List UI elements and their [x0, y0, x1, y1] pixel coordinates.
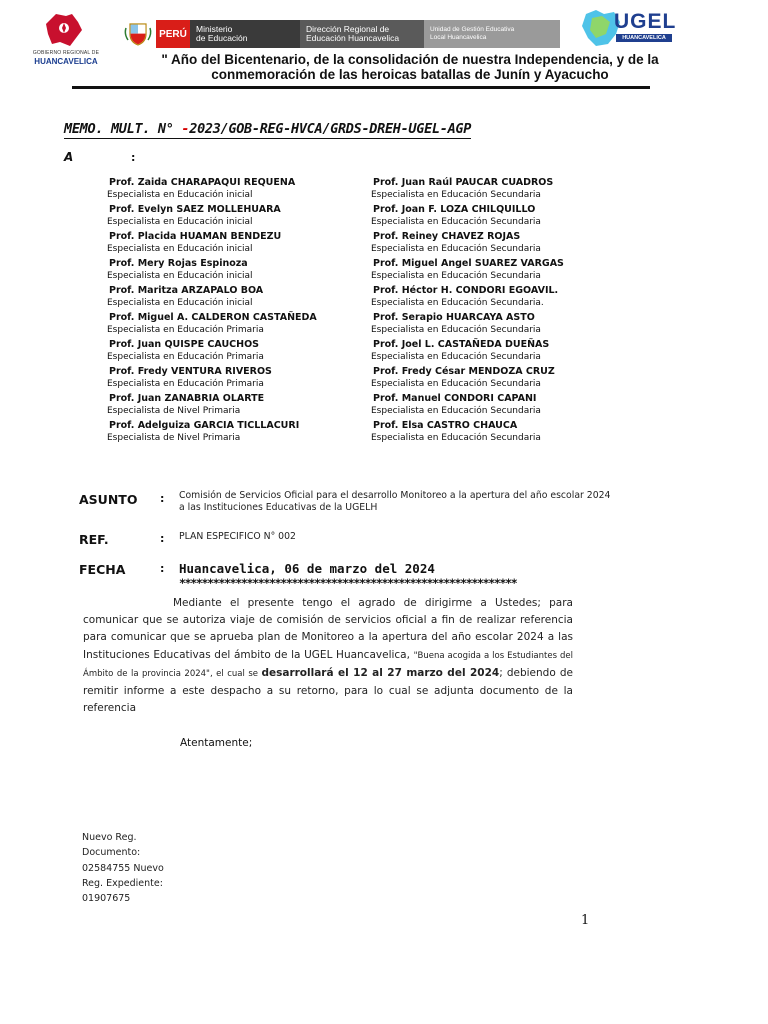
recipient-entry	[107, 230, 367, 257]
ministerio-segment	[190, 20, 300, 48]
year-slogan	[150, 52, 670, 82]
body-dates: desarrollará el 12 al 27 marzo del 2024	[261, 666, 500, 679]
recipient-role: Especialista en Educación inicial	[107, 271, 253, 281]
stars-separator: ************************************************************	[179, 576, 517, 590]
recipient-name: Prof. Mery Rojas Espinoza	[109, 258, 248, 269]
recipient-name: Prof. Manuel CONDORI CAPANI	[373, 393, 537, 404]
ref-label: REF.	[79, 532, 109, 547]
closing-text: Atentamente;	[180, 737, 253, 749]
body-main: Mediante el presente tengo el agrado de dirigirme a Ustedes; para comunicar que se autoriza viaje de comisión de servicios oficial a fin de realizar referencia para comunicar que se aprueba plan de Monitoreo a la apertura del año escolar 2024 a las Instituciones Educativas del ámbito de la UGEL Huancavelica,	[83, 597, 573, 661]
peru-shield-icon	[120, 20, 156, 48]
to-label: A	[64, 150, 74, 164]
recipient-role: Especialista en Educación Primaria	[107, 352, 264, 362]
page-number: 1	[581, 913, 590, 928]
recipient-name: Prof. Elsa CASTRO CHAUCA	[373, 420, 518, 431]
fecha-colon: :	[160, 562, 165, 575]
recipient-role: Especialista de Nivel Primaria	[107, 433, 241, 443]
body-end: ; debiendo de remitir informe a este despacho a su retorno, para lo cual se adjunta documento de la referencia	[83, 666, 574, 715]
recipient-role: Especialista en Educación Secundaria.	[371, 298, 544, 308]
registry-info	[82, 830, 164, 906]
recipient-role: Especialista en Educación inicial	[107, 298, 253, 308]
recipient-entry	[107, 392, 367, 419]
recipient-entry	[371, 203, 631, 230]
recipient-role: Especialista en Educación Primaria	[107, 325, 264, 335]
recipients-right-column	[371, 176, 631, 446]
recipient-role: Especialista en Educación Secundaria	[371, 325, 541, 335]
recipient-entry	[107, 284, 367, 311]
memo-body	[83, 595, 573, 717]
seg1-line2: de Educación	[196, 33, 248, 43]
recipient-entry	[371, 419, 631, 446]
registry-line3: 02584755 Nuevo	[82, 862, 164, 874]
ugel-segment	[424, 20, 560, 48]
memo-code: 2023/GOB-REG-HVCA/GRDS-DREH-UGEL-AGP	[189, 121, 472, 137]
memo-prefix: MEMO. MULT. N°	[64, 121, 174, 137]
recipient-role: Especialista en Educación Secundaria	[371, 217, 541, 227]
recipient-name: Prof. Héctor H. CONDORI EGOAVIL.	[373, 285, 559, 296]
asunto-line1: Comisión de Servicios Oficial para el desarrollo Monitoreo a la apertura del año escolar 2024	[179, 490, 611, 501]
recipient-name: Prof. Reiney CHAVEZ ROJAS	[373, 231, 521, 242]
recipient-role: Especialista en Educación inicial	[107, 217, 253, 227]
ref-value: PLAN ESPECIFICO N° 002	[179, 531, 296, 542]
recipient-name: Prof. Miguel Angel SUAREZ VARGAS	[373, 258, 564, 269]
registry-line5: 01907675	[82, 893, 131, 905]
recipient-name: Prof. Zaida CHARAPAQUI REQUENA	[109, 177, 296, 188]
registry-line2: Documento:	[82, 847, 141, 859]
recipient-name: Prof. Serapio HUARCAYA ASTO	[373, 312, 535, 323]
fecha-value: Huancavelica, 06 de marzo del 2024	[179, 561, 435, 576]
asunto-value	[179, 490, 639, 514]
minedu-header-bar	[120, 20, 566, 48]
recipient-entry	[371, 176, 631, 203]
recipient-role: Especialista en Educación Secundaria	[371, 190, 541, 200]
recipient-role: Especialista en Educación Secundaria	[371, 379, 541, 389]
recipient-entry	[371, 392, 631, 419]
logo-top-text: GOBIERNO REGIONAL DE	[32, 50, 100, 56]
memo-title	[64, 121, 471, 137]
registry-line1: Nuevo Reg.	[82, 832, 137, 843]
year-slogan-line1: " Año del Bicentenario, de la consolidación de nuestra Independencia, y de la	[161, 52, 659, 67]
recipient-name: Prof. Placida HUAMAN BENDEZU	[109, 231, 282, 242]
seg1-line1: Ministerio	[196, 24, 233, 34]
recipient-entry	[107, 203, 367, 230]
logo-bottom-text: HUANCAVELICA	[34, 57, 98, 66]
recipient-entry	[107, 338, 367, 365]
recipient-entry	[371, 257, 631, 284]
recipient-name: Prof. Juan ZANABRIA OLARTE	[109, 393, 265, 404]
recipient-entry	[107, 419, 367, 446]
direccion-regional-segment	[300, 20, 424, 48]
body-quote: "Buena acogida a los Estudiantes del Ámbito de la provincia 2024"	[83, 650, 573, 679]
recipient-role: Especialista en Educación Secundaria	[371, 433, 541, 443]
recipient-role: Especialista en Educación Secundaria	[371, 271, 541, 281]
recipient-name: Prof. Evelyn SAEZ MOLLEHUARA	[109, 204, 281, 215]
peru-label: PERÚ	[156, 20, 190, 48]
memo-dash: -	[173, 121, 190, 137]
ugel-text: UGEL	[614, 10, 677, 33]
recipient-entry	[371, 338, 631, 365]
recipient-name: Prof. Joan F. LOZA CHILQUILLO	[373, 204, 536, 215]
ugel-subtitle: HUANCAVELICA	[616, 34, 672, 42]
registry-line4: Reg. Expediente:	[82, 877, 163, 889]
seg3-line1: Unidad de Gestión Educativa	[430, 26, 515, 33]
ref-colon: :	[160, 532, 165, 545]
recipient-name: Prof. Maritza ARZAPALO BOA	[109, 285, 264, 296]
gobierno-regional-logo	[24, 10, 108, 66]
recipient-role: Especialista de Nivel Primaria	[107, 406, 241, 416]
to-colon: :	[131, 151, 136, 164]
asunto-colon: :	[160, 492, 165, 505]
recipient-role: Especialista en Educación Secundaria	[371, 244, 541, 254]
ugel-logo	[580, 8, 677, 48]
fecha-label: FECHA	[79, 562, 126, 577]
recipient-name: Prof. Juan QUISPE CAUCHOS	[109, 339, 259, 350]
recipient-entry	[107, 365, 367, 392]
year-slogan-line2: conmemoración de las heroicas batallas de Junín y Ayacucho	[211, 67, 609, 82]
recipient-name: Prof. Miguel A. CALDERON CASTAÑEDA	[109, 312, 317, 323]
recipient-entry	[107, 311, 367, 338]
recipient-role: Especialista en Educación inicial	[107, 244, 253, 254]
huancavelica-map-icon	[44, 12, 84, 48]
recipient-role: Especialista en Educación Secundaria	[371, 406, 541, 416]
recipient-entry	[371, 365, 631, 392]
recipient-name: Prof. Joel L. CASTAÑEDA DUEÑAS	[373, 339, 550, 350]
seg2-line2: Educación Huancavelica	[306, 33, 400, 43]
recipient-name: Prof. Juan Raúl PAUCAR CUADROS	[373, 177, 554, 188]
seg2-line1: Dirección Regional de	[306, 24, 390, 34]
recipient-role: Especialista en Educación inicial	[107, 190, 253, 200]
recipient-entry	[371, 230, 631, 257]
recipient-entry	[371, 311, 631, 338]
body-mid: , el cual se	[209, 668, 262, 679]
asunto-label: ASUNTO	[79, 492, 138, 507]
seg3-line2: Local Huancavelica	[430, 34, 487, 41]
recipient-name: Prof. Fredy VENTURA RIVEROS	[109, 366, 272, 377]
recipient-entry	[371, 284, 631, 311]
recipient-name: Prof. Fredy César MENDOZA CRUZ	[373, 366, 555, 377]
asunto-line2: a las Instituciones Educativas de la UGELH	[179, 502, 378, 513]
recipient-entry	[107, 257, 367, 284]
memo-underline	[64, 138, 471, 140]
recipient-name: Prof. Adelguiza GARCIA TICLLACURI	[109, 420, 300, 431]
recipient-entry	[107, 176, 367, 203]
header-divider	[72, 86, 650, 89]
recipient-role: Especialista en Educación Primaria	[107, 379, 264, 389]
recipients-left-column	[107, 176, 367, 446]
recipient-role: Especialista en Educación Secundaria	[371, 352, 541, 362]
